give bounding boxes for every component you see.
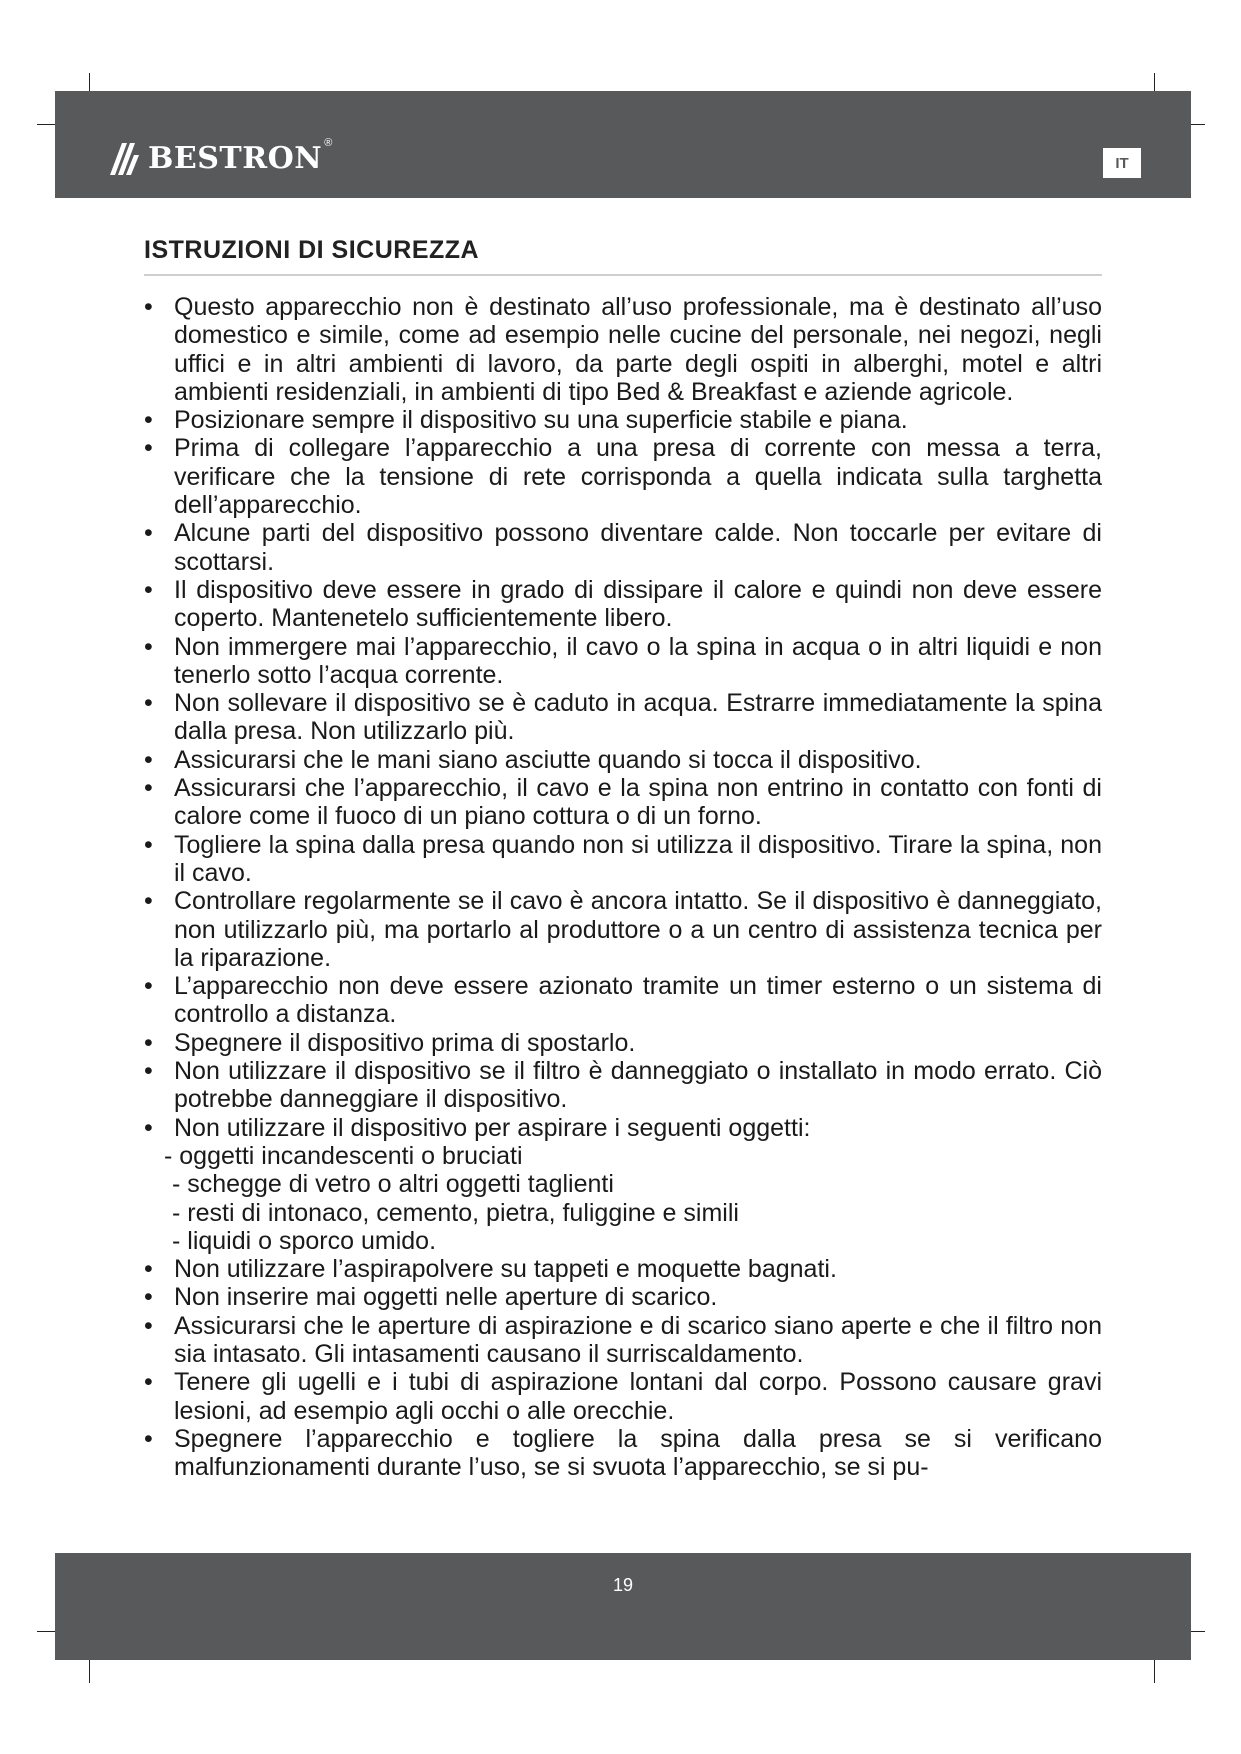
list-item: • Assicurarsi che le mani siano asciutte quando si tocca il dispositivo. xyxy=(144,745,922,774)
language-badge: IT xyxy=(1103,148,1141,178)
bullet: • xyxy=(144,1028,153,1057)
list-item: • Tenere gli ugelli e i tubi di aspirazione lontani dal corpo. Possono causare gravi lesioni, ad esempio agli occhi o alle orecchie. xyxy=(144,1368,1102,1425)
safety-instructions xyxy=(144,293,1102,1481)
bullet: • xyxy=(144,1113,153,1142)
bullet: • xyxy=(144,1283,153,1312)
page-number: 19 xyxy=(612,1575,634,1595)
footer-band xyxy=(55,1553,1191,1660)
bullet: • xyxy=(144,774,153,803)
bullet: • xyxy=(144,406,153,435)
list-item: • Questo apparecchio non è destinato all’uso professionale, ma è destinato all’uso domestico e simile, come ad esempio nelle cucine del personale, nei negozi, negli uffici e in altri ambienti di lavoro, da parte degli ospiti in alberghi, motel e altri ambienti residenziali, in ambienti di tipo Bed & Breakfast e aziende agricole. xyxy=(144,293,1102,406)
title-divider xyxy=(144,274,1102,276)
sub-list-item: - schegge di vetro o altri oggetti taglienti xyxy=(172,1170,614,1199)
registered-mark: ® xyxy=(324,137,333,149)
list-item: • Spegnere il dispositivo prima di spostarlo. xyxy=(144,1028,636,1057)
bullet: • xyxy=(144,887,153,916)
list-item: • Non utilizzare il dispositivo se il filtro è danneggiato o installato in modo errato. Ciò potrebbe danneggiare il dispositivo. xyxy=(144,1057,1102,1114)
bullet: • xyxy=(144,434,153,463)
list-item: • Non immergere mai l’apparecchio, il cavo o la spina in acqua o in altri liquidi e non tenerlo sotto l’acqua corrente. xyxy=(144,632,1102,689)
header-band xyxy=(55,91,1191,198)
list-item: • Assicurarsi che le aperture di aspirazione e di scarico siano aperte e che il filtro non sia intasato. Gli intasamenti causano il surriscaldamento. xyxy=(144,1311,1102,1368)
list-item: • Controllare regolarmente se il cavo è ancora intatto. Se il dispositivo è danneggiato, non utilizzarlo più, ma portarlo al produttore o a un centro di assistenza tecnica per la riparazione. xyxy=(144,887,1102,972)
list-item: • Non utilizzare il dispositivo per aspirare i seguenti oggetti: xyxy=(144,1113,811,1142)
bullet: • xyxy=(144,1424,153,1453)
list-item: • Non inserire mai oggetti nelle aperture di scarico. xyxy=(144,1283,718,1312)
bullet: • xyxy=(144,519,153,548)
bullet: • xyxy=(144,745,153,774)
sub-list-item: - oggetti incandescenti o bruciati xyxy=(164,1141,523,1170)
list-item: • Posizionare sempre il dispositivo su una superficie stabile e piana. xyxy=(144,406,908,435)
list-item: • Assicurarsi che l’apparecchio, il cavo e la spina non entrino in contatto con fonti di calore come il fuoco di un piano cottura o di un forno. xyxy=(144,774,1102,831)
section-title: ISTRUZIONI DI SICUREZZA xyxy=(144,236,480,264)
list-item: • Il dispositivo deve essere in grado di dissipare il calore e quindi non deve essere coperto. Mantenetelo sufficientemente libero. xyxy=(144,575,1102,633)
brand-logo xyxy=(108,137,333,177)
list-item: • Non sollevare il dispositivo se è caduto in acqua. Estrarre immediatamente la spina dalla presa. Non utilizzarlo più. xyxy=(144,689,1102,746)
sub-list-item: - resti di intonaco, cemento, pietra, fuliggine e simili xyxy=(172,1198,739,1227)
bullet: • xyxy=(144,689,153,718)
bullet: • xyxy=(144,830,153,859)
bullet: • xyxy=(144,1368,153,1397)
bullet: • xyxy=(144,575,153,604)
list-item: • Alcune parti del dispositivo possono diventare calde. Non toccarle per evitare di scottarsi. xyxy=(144,519,1102,576)
bullet: • xyxy=(144,293,153,321)
list-item: • L’apparecchio non deve essere azionato tramite un timer esterno o un sistema di controllo a distanza. xyxy=(144,972,1102,1029)
bullet: • xyxy=(144,1311,153,1340)
bullet: • xyxy=(144,632,153,661)
brand-name: BESTRON xyxy=(148,141,323,176)
list-item: • Prima di collegare l’apparecchio a una presa di corrente con messa a terra, verificare che la tensione di rete corrisponda a quella indicata sulla targhetta dell’apparecchio. xyxy=(144,434,1102,520)
sub-list-item: - liquidi o sporco umido. xyxy=(172,1226,437,1255)
list-item: • Togliere la spina dalla presa quando non si utilizza il dispositivo. Tirare la spina, non il cavo. xyxy=(144,830,1102,887)
list-item: • Non utilizzare l’aspirapolvere su tappeti e moquette bagnati. xyxy=(144,1255,837,1284)
bullet: • xyxy=(144,972,153,1001)
list-item: • Spegnere l’apparecchio e togliere la spina dalla presa se si verificano malfunzionamenti durante l’uso, se si svuota l’apparecchio, se si pu- xyxy=(144,1424,1102,1482)
bullet: • xyxy=(144,1057,153,1086)
brand-chevrons-icon xyxy=(108,141,142,177)
bullet: • xyxy=(144,1255,153,1284)
